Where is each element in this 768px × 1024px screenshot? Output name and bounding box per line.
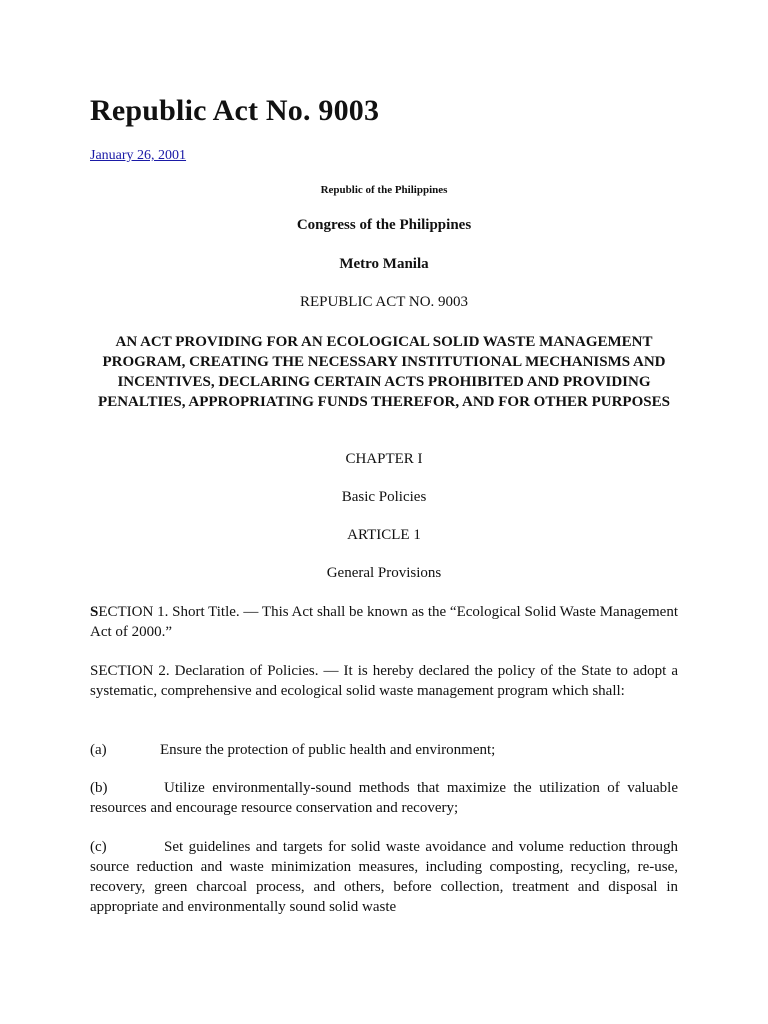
list-item <box>90 778 678 818</box>
list-item <box>90 740 678 760</box>
list-item-marker: (b) <box>90 780 108 796</box>
page-title: Republic Act No. 9003 <box>90 94 380 127</box>
chapter-name: Basic Policies <box>341 489 427 505</box>
section-1-paragraph <box>90 602 678 642</box>
list-item-marker: (a) <box>90 742 107 758</box>
list-item-text: Utilize environmentally-sound methods that maximize the utilization of valuable resources and encourage resource conservation and recovery; <box>90 780 678 816</box>
section-2-paragraph: SECTION 2. Declaration of Policies. — It is hereby declared the policy of the State to adopt a systematic, comprehensive and ecological solid waste management program which shall: <box>90 663 678 699</box>
republic-heading: Republic of the Philippines <box>320 184 448 196</box>
congress-heading: Congress of the Philippines <box>296 217 472 233</box>
article-name: General Provisions <box>326 565 442 581</box>
act-title: AN ACT PROVIDING FOR AN ECOLOGICAL SOLID WASTE MANAGEMENT PROGRAM, CREATING THE NECESSARY INSTITUTIONAL MECHANISMS AND INCENTIVES, DECLARING CERTAIN ACTS PROHIBITED AND PROVIDING PENALTIES, APPROPRIATING FUNDS THEREFOR, AND FOR OTHER PURPOSES <box>98 334 670 410</box>
section-1-text: ECTION 1. Short Title. — This Act shall be known as the “Ecological Solid Waste Management Act of 2000.” <box>90 604 678 640</box>
chapter-heading: CHAPTER I <box>345 451 423 467</box>
list-item <box>90 837 678 917</box>
section-1-initial: S <box>90 604 99 620</box>
article-heading: ARTICLE 1 <box>347 527 421 543</box>
act-number-heading: REPUBLIC ACT NO. 9003 <box>299 294 469 310</box>
location-heading: Metro Manila <box>339 256 429 272</box>
list-item-text: Set guidelines and targets for solid waste avoidance and volume reduction through source reduction and waste minimization measures, including composting, recycling, re-use, recovery, green charcoal process, and others, before collection, treatment and disposal in appropriate and environmentally sound solid waste <box>90 839 678 915</box>
list-item-marker: (c) <box>90 839 107 855</box>
date-link[interactable]: January 26, 2001 <box>90 148 187 163</box>
list-item-text: Ensure the protection of public health and environment; <box>160 742 496 758</box>
